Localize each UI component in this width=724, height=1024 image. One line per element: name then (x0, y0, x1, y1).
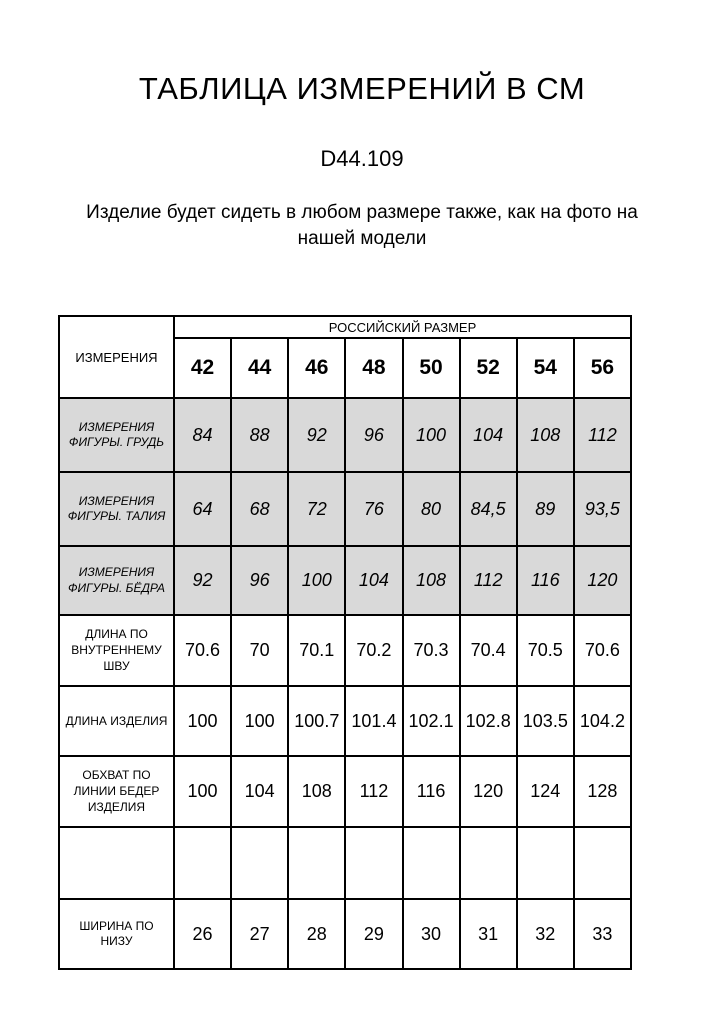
row-label: ДЛИНА ПО ВНУТРЕННЕМУ ШВУ (59, 615, 174, 686)
measurement-cell: 80 (403, 472, 460, 546)
measurement-cell: 104.2 (574, 686, 631, 756)
measurement-cell: 104 (231, 756, 288, 827)
table-row-bottom-width (59, 899, 631, 969)
measurement-cell: 76 (345, 472, 402, 546)
measurement-cell (231, 827, 288, 899)
measurement-cell: 29 (345, 899, 402, 969)
measurement-cell: 128 (574, 756, 631, 827)
measurement-cell: 84,5 (460, 472, 517, 546)
size-col-header: 46 (288, 338, 345, 398)
measurement-cell (574, 827, 631, 899)
measurement-cell: 120 (460, 756, 517, 827)
measurement-cell: 103.5 (517, 686, 574, 756)
row-label: ШИРИНА ПО НИЗУ (59, 899, 174, 969)
measurement-cell: 100 (403, 398, 460, 472)
measurement-cell: 70.3 (403, 615, 460, 686)
row-label: ИЗМЕРЕНИЯ ФИГУРЫ. ТАЛИЯ (59, 472, 174, 546)
page-title: ТАБЛИЦА ИЗМЕРЕНИЙ В СМ (138, 71, 586, 106)
table-row-inseam-length (59, 615, 631, 686)
size-col-header: 42 (174, 338, 231, 398)
measurement-cell (345, 827, 402, 899)
measurement-cell (517, 827, 574, 899)
measurement-cell: 89 (517, 472, 574, 546)
measurement-cell: 116 (517, 546, 574, 615)
table-row-item-length (59, 686, 631, 756)
measurement-cell: 70.5 (517, 615, 574, 686)
table-row-hip-girth (59, 756, 631, 827)
measurement-cell: 28 (288, 899, 345, 969)
measurement-cell: 102.1 (403, 686, 460, 756)
table-row-figure-chest (59, 398, 631, 472)
measurement-cell: 100.7 (288, 686, 345, 756)
measurement-cell: 32 (517, 899, 574, 969)
measurement-cell (460, 827, 517, 899)
measurement-cell: 64 (174, 472, 231, 546)
measurement-cell: 31 (460, 899, 517, 969)
measurement-cell: 30 (403, 899, 460, 969)
measurement-cell: 108 (517, 398, 574, 472)
measurement-cell: 116 (403, 756, 460, 827)
corner-header: ИЗМЕРЕНИЯ (59, 316, 174, 398)
measurement-cell: 70.6 (174, 615, 231, 686)
measurement-cell: 100 (174, 686, 231, 756)
measurement-cell: 124 (517, 756, 574, 827)
measurement-cell: 70.6 (574, 615, 631, 686)
fit-note: Изделие будет сидеть в любом размере также, как на фото на нашей модели (86, 202, 638, 249)
size-col-header: 44 (231, 338, 288, 398)
row-label: ИЗМЕРЕНИЯ ФИГУРЫ. БЁДРА (59, 546, 174, 615)
measurement-cell: 93,5 (574, 472, 631, 546)
row-label: ИЗМЕРЕНИЯ ФИГУРЫ. ГРУДЬ (59, 398, 174, 472)
measurement-cell (403, 827, 460, 899)
measurement-cell: 108 (288, 756, 345, 827)
row-label: ОБХВАТ ПО ЛИНИИ БЕДЕР ИЗДЕЛИЯ (59, 756, 174, 827)
measurement-cell: 108 (403, 546, 460, 615)
measurement-cell: 96 (345, 398, 402, 472)
size-col-header: 56 (574, 338, 631, 398)
measurement-cell: 104 (460, 398, 517, 472)
measurement-cell: 72 (288, 472, 345, 546)
measurement-cell: 112 (460, 546, 517, 615)
measurement-cell: 70 (231, 615, 288, 686)
row-label (59, 827, 174, 899)
size-col-header: 52 (460, 338, 517, 398)
measurement-cell (288, 827, 345, 899)
measurement-cell: 92 (288, 398, 345, 472)
measurement-cell: 100 (231, 686, 288, 756)
measurement-cell: 104 (345, 546, 402, 615)
measurement-cell: 27 (231, 899, 288, 969)
group-header: РОССИЙСКИЙ РАЗМЕР (174, 316, 631, 338)
measurement-cell: 70.1 (288, 615, 345, 686)
product-code: D44.109 (320, 146, 404, 172)
measurement-cell: 88 (231, 398, 288, 472)
measurement-cell (174, 827, 231, 899)
measurement-cell: 100 (174, 756, 231, 827)
measurement-cell: 84 (174, 398, 231, 472)
size-col-header: 48 (345, 338, 402, 398)
measurement-cell: 70.2 (345, 615, 402, 686)
table-row-figure-waist (59, 472, 631, 546)
measurement-cell: 112 (345, 756, 402, 827)
measurement-cell: 100 (288, 546, 345, 615)
measurement-cell: 112 (574, 398, 631, 472)
measurement-cell: 26 (174, 899, 231, 969)
measurement-cell: 92 (174, 546, 231, 615)
measurement-cell: 120 (574, 546, 631, 615)
measurement-cell: 33 (574, 899, 631, 969)
table-row-group-header (59, 316, 631, 338)
measurement-cell: 70.4 (460, 615, 517, 686)
measurement-cell: 101.4 (345, 686, 402, 756)
row-label: ДЛИНА ИЗДЕЛИЯ (59, 686, 174, 756)
table-row-empty (59, 827, 631, 899)
size-table (58, 315, 632, 970)
table-row-figure-hips (59, 546, 631, 615)
size-col-header: 54 (517, 338, 574, 398)
measurement-cell: 96 (231, 546, 288, 615)
measurement-cell: 68 (231, 472, 288, 546)
measurement-cell: 102.8 (460, 686, 517, 756)
size-col-header: 50 (403, 338, 460, 398)
